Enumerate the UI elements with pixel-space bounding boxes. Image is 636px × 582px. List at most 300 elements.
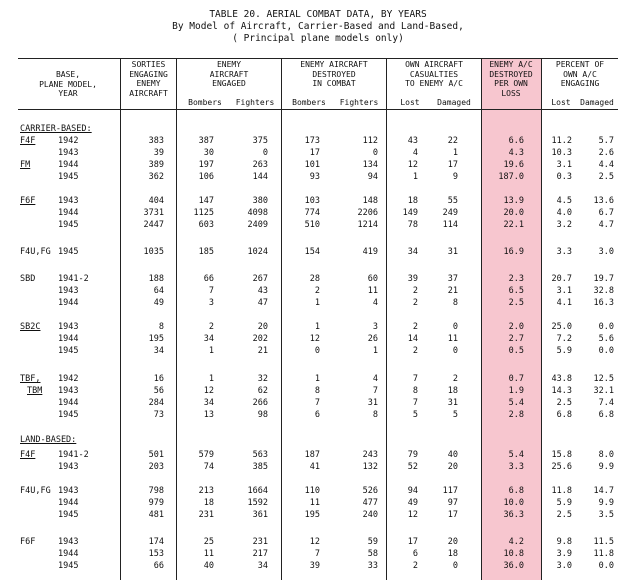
section-label-land: LAND-BASED: <box>20 435 77 445</box>
model-label: F4F <box>20 450 36 460</box>
cell-own-lost: 39 <box>407 274 418 284</box>
cell-ratio: 4.3 <box>508 148 524 158</box>
cell-engaged-fighters: 4098 <box>247 208 268 218</box>
cell-own-lost: 34 <box>407 247 418 257</box>
cell-destroyed-bombers: 1 <box>314 374 320 384</box>
cell-percent-damaged: 2.5 <box>598 172 614 182</box>
cell-engaged-bombers: 74 <box>203 462 214 472</box>
column-divider <box>281 58 282 580</box>
cell-ratio: 2.8 <box>508 410 524 420</box>
cell-percent-lost: 10.3 <box>551 148 572 158</box>
header-enemy-engaged-bombers: Bombers <box>188 98 222 107</box>
cell-ratio: 6.6 <box>508 136 524 146</box>
cell-destroyed-fighters: 33 <box>367 561 378 571</box>
header-ratio: ENEMY A/C DESTROYED PER OWN LOSS <box>489 60 533 98</box>
cell-destroyed-fighters: 0 <box>372 148 378 158</box>
cell-percent-lost: 9.8 <box>556 537 572 547</box>
cell-engaged-fighters: 202 <box>252 334 268 344</box>
cell-engaged-fighters: 267 <box>252 274 268 284</box>
model-label: F4U,FG <box>20 247 51 257</box>
cell-sorties: 3731 <box>143 208 164 218</box>
cell-percent-lost: 14.3 <box>551 386 572 396</box>
cell-year: 1943 <box>58 486 79 496</box>
cell-engaged-bombers: 25 <box>203 537 214 547</box>
cell-own-damaged: 18 <box>447 549 458 559</box>
cell-percent-lost: 15.8 <box>551 450 572 460</box>
cell-own-damaged: 11 <box>447 334 458 344</box>
cell-sorties: 979 <box>148 498 164 508</box>
cell-own-lost: 7 <box>412 374 418 384</box>
cell-percent-lost: 3.3 <box>556 247 572 257</box>
cell-engaged-bombers: 1125 <box>193 208 214 218</box>
cell-year: 1941-2 <box>58 274 89 284</box>
cell-own-damaged: 9 <box>452 172 458 182</box>
cell-percent-damaged: 5.6 <box>598 334 614 344</box>
cell-percent-damaged: 0.0 <box>598 346 614 356</box>
cell-percent-lost: 7.2 <box>556 334 572 344</box>
cell-ratio: 16.9 <box>503 247 524 257</box>
cell-destroyed-fighters: 134 <box>362 160 378 170</box>
cell-own-damaged: 17 <box>447 160 458 170</box>
cell-percent-damaged: 32.8 <box>593 286 614 296</box>
cell-own-lost: 12 <box>407 160 418 170</box>
header-enemy-destroyed-fighters: Fighters <box>339 98 379 107</box>
cell-own-lost: 2 <box>412 322 418 332</box>
cell-own-damaged: 40 <box>447 450 458 460</box>
model-label: F6F <box>20 537 36 547</box>
cell-sorties: 153 <box>148 549 164 559</box>
cell-ratio: 19.6 <box>503 160 524 170</box>
cell-engaged-fighters: 47 <box>257 298 268 308</box>
cell-own-damaged: 22 <box>447 136 458 146</box>
cell-engaged-bombers: 3 <box>208 298 214 308</box>
cell-percent-damaged: 13.6 <box>593 196 614 206</box>
cell-destroyed-bombers: 1 <box>314 322 320 332</box>
cell-engaged-bombers: 106 <box>198 172 214 182</box>
table-subtitle: By Model of Aircraft, Carrier-Based and Land-Based, <box>172 21 464 32</box>
cell-ratio: 0.5 <box>508 346 524 356</box>
cell-destroyed-bombers: 6 <box>314 410 320 420</box>
cell-own-lost: 12 <box>407 510 418 520</box>
header-own-damaged: Damaged <box>437 98 471 107</box>
cell-engaged-fighters: 217 <box>252 549 268 559</box>
cell-year: 1943 <box>58 462 79 472</box>
cell-percent-lost: 2.5 <box>556 398 572 408</box>
cell-engaged-fighters: 0 <box>262 148 268 158</box>
cell-own-damaged: 0 <box>452 561 458 571</box>
cell-percent-damaged: 3.0 <box>598 247 614 257</box>
cell-own-lost: 1 <box>412 172 418 182</box>
cell-sorties: 66 <box>153 561 164 571</box>
header-bottom-rule <box>18 109 618 110</box>
cell-own-lost: 2 <box>412 346 418 356</box>
cell-own-lost: 149 <box>402 208 418 218</box>
cell-ratio: 6.5 <box>508 286 524 296</box>
cell-sorties: 383 <box>148 136 164 146</box>
cell-engaged-bombers: 387 <box>198 136 214 146</box>
cell-sorties: 73 <box>153 410 164 420</box>
cell-destroyed-fighters: 3 <box>372 322 378 332</box>
header-base: BASE, PLANE MODEL, YEAR <box>39 70 97 98</box>
cell-percent-lost: 25.6 <box>551 462 572 472</box>
header-own-casualties: OWN AIRCRAFT CASUALTIES TO ENEMY A/C <box>405 60 463 88</box>
cell-ratio: 187.0 <box>498 172 524 182</box>
cell-engaged-bombers: 13 <box>203 410 214 420</box>
cell-engaged-bombers: 231 <box>198 510 214 520</box>
cell-own-lost: 49 <box>407 498 418 508</box>
cell-percent-lost: 0.3 <box>556 172 572 182</box>
model-label: FM <box>20 160 31 170</box>
cell-ratio: 10.0 <box>503 498 524 508</box>
cell-destroyed-fighters: 419 <box>362 247 378 257</box>
cell-engaged-fighters: 32 <box>257 374 268 384</box>
column-divider <box>541 58 542 580</box>
cell-year: 1943 <box>58 286 79 296</box>
cell-percent-damaged: 14.7 <box>593 486 614 496</box>
cell-percent-lost: 4.0 <box>556 208 572 218</box>
cell-year: 1944 <box>58 160 79 170</box>
cell-destroyed-bombers: 173 <box>304 136 320 146</box>
cell-engaged-bombers: 30 <box>203 148 214 158</box>
cell-ratio: 2.5 <box>508 298 524 308</box>
cell-destroyed-fighters: 31 <box>367 398 378 408</box>
cell-destroyed-bombers: 8 <box>314 386 320 396</box>
cell-destroyed-fighters: 240 <box>362 510 378 520</box>
cell-engaged-bombers: 7 <box>208 286 214 296</box>
cell-own-damaged: 1 <box>452 148 458 158</box>
cell-sorties: 481 <box>148 510 164 520</box>
cell-year: 1944 <box>58 498 79 508</box>
cell-own-damaged: 114 <box>442 220 458 230</box>
cell-own-lost: 8 <box>412 386 418 396</box>
cell-own-lost: 18 <box>407 196 418 206</box>
cell-engaged-fighters: 1592 <box>247 498 268 508</box>
cell-sorties: 362 <box>148 172 164 182</box>
cell-destroyed-bombers: 0 <box>314 346 320 356</box>
cell-sorties: 64 <box>153 286 164 296</box>
cell-percent-damaged: 4.7 <box>598 220 614 230</box>
cell-engaged-fighters: 21 <box>257 346 268 356</box>
cell-destroyed-bombers: 101 <box>304 160 320 170</box>
cell-destroyed-fighters: 4 <box>372 374 378 384</box>
cell-own-damaged: 18 <box>447 386 458 396</box>
cell-engaged-bombers: 1 <box>208 346 214 356</box>
cell-destroyed-fighters: 243 <box>362 450 378 460</box>
cell-sorties: 56 <box>153 386 164 396</box>
model-label: SB2C <box>20 322 41 332</box>
header-percent: PERCENT OF OWN A/C ENGAGING <box>555 60 605 88</box>
cell-destroyed-bombers: 7 <box>314 398 320 408</box>
cell-destroyed-bombers: 11 <box>309 498 320 508</box>
model-label: F4U,FG <box>20 486 51 496</box>
cell-engaged-bombers: 34 <box>203 334 214 344</box>
cell-destroyed-bombers: 103 <box>304 196 320 206</box>
cell-own-damaged: 249 <box>442 208 458 218</box>
cell-ratio: 13.9 <box>503 196 524 206</box>
cell-year: 1942 <box>58 374 79 384</box>
cell-own-damaged: 21 <box>447 286 458 296</box>
cell-percent-lost: 3.9 <box>556 549 572 559</box>
cell-destroyed-fighters: 526 <box>362 486 378 496</box>
cell-destroyed-bombers: 187 <box>304 450 320 460</box>
cell-percent-damaged: 6.7 <box>598 208 614 218</box>
cell-year: 1944 <box>58 398 79 408</box>
cell-ratio: 6.8 <box>508 486 524 496</box>
cell-engaged-bombers: 11 <box>203 549 214 559</box>
cell-sorties: 34 <box>153 346 164 356</box>
cell-percent-damaged: 4.4 <box>598 160 614 170</box>
cell-year: 1945 <box>58 346 79 356</box>
cell-year: 1943 <box>58 322 79 332</box>
cell-year: 1941-2 <box>58 450 89 460</box>
cell-year: 1943 <box>58 196 79 206</box>
cell-engaged-fighters: 385 <box>252 462 268 472</box>
cell-own-damaged: 17 <box>447 510 458 520</box>
cell-engaged-bombers: 12 <box>203 386 214 396</box>
cell-own-lost: 2 <box>412 561 418 571</box>
header-percent-damaged: Damaged <box>580 98 614 107</box>
cell-destroyed-bombers: 12 <box>309 537 320 547</box>
cell-destroyed-bombers: 195 <box>304 510 320 520</box>
cell-engaged-fighters: 1024 <box>247 247 268 257</box>
cell-destroyed-fighters: 1 <box>372 346 378 356</box>
header-own-lost: Lost <box>400 98 420 107</box>
cell-year: 1943 <box>58 537 79 547</box>
cell-destroyed-bombers: 93 <box>309 172 320 182</box>
cell-own-lost: 6 <box>412 549 418 559</box>
cell-engaged-bombers: 579 <box>198 450 214 460</box>
cell-percent-lost: 6.8 <box>556 410 572 420</box>
cell-destroyed-bombers: 1 <box>314 298 320 308</box>
cell-sorties: 8 <box>158 322 164 332</box>
cell-percent-damaged: 8.0 <box>598 450 614 460</box>
cell-sorties: 2447 <box>143 220 164 230</box>
cell-ratio: 10.8 <box>503 549 524 559</box>
cell-destroyed-fighters: 1214 <box>357 220 378 230</box>
header-sorties: SORTIES ENGAGING ENEMY AIRCRAFT <box>129 60 168 98</box>
cell-destroyed-fighters: 148 <box>362 196 378 206</box>
column-divider <box>120 58 121 580</box>
cell-engaged-bombers: 185 <box>198 247 214 257</box>
cell-destroyed-bombers: 774 <box>304 208 320 218</box>
cell-destroyed-fighters: 4 <box>372 298 378 308</box>
cell-sorties: 195 <box>148 334 164 344</box>
cell-engaged-bombers: 603 <box>198 220 214 230</box>
cell-own-lost: 52 <box>407 462 418 472</box>
cell-ratio: 4.2 <box>508 537 524 547</box>
cell-engaged-bombers: 213 <box>198 486 214 496</box>
cell-destroyed-bombers: 41 <box>309 462 320 472</box>
cell-engaged-fighters: 20 <box>257 322 268 332</box>
cell-year: 1944 <box>58 208 79 218</box>
model-label: TBF, <box>20 374 41 384</box>
cell-engaged-bombers: 34 <box>203 398 214 408</box>
cell-percent-lost: 3.0 <box>556 561 572 571</box>
cell-engaged-fighters: 98 <box>257 410 268 420</box>
cell-percent-lost: 3.2 <box>556 220 572 230</box>
cell-year: 1945 <box>58 220 79 230</box>
cell-percent-lost: 3.1 <box>556 286 572 296</box>
cell-destroyed-bombers: 2 <box>314 286 320 296</box>
cell-percent-lost: 11.2 <box>551 136 572 146</box>
cell-own-damaged: 31 <box>447 247 458 257</box>
cell-own-lost: 43 <box>407 136 418 146</box>
cell-destroyed-bombers: 7 <box>314 549 320 559</box>
cell-percent-lost: 5.9 <box>556 498 572 508</box>
cell-engaged-fighters: 1664 <box>247 486 268 496</box>
cell-engaged-fighters: 2409 <box>247 220 268 230</box>
cell-ratio: 20.0 <box>503 208 524 218</box>
cell-percent-damaged: 11.8 <box>593 549 614 559</box>
cell-destroyed-fighters: 8 <box>372 410 378 420</box>
cell-own-lost: 94 <box>407 486 418 496</box>
cell-year: 1945 <box>58 510 79 520</box>
column-divider <box>176 58 177 580</box>
cell-own-damaged: 37 <box>447 274 458 284</box>
section-label-carrier: CARRIER-BASED: <box>20 124 92 134</box>
cell-own-damaged: 97 <box>447 498 458 508</box>
cell-ratio: 22.1 <box>503 220 524 230</box>
cell-destroyed-bombers: 110 <box>304 486 320 496</box>
column-divider <box>481 58 482 580</box>
cell-engaged-fighters: 144 <box>252 172 268 182</box>
cell-own-damaged: 31 <box>447 398 458 408</box>
cell-sorties: 39 <box>153 148 164 158</box>
cell-engaged-bombers: 40 <box>203 561 214 571</box>
column-divider <box>386 58 387 580</box>
table-title: TABLE 20. AERIAL COMBAT DATA, BY YEARS <box>209 9 427 20</box>
cell-engaged-fighters: 375 <box>252 136 268 146</box>
cell-engaged-fighters: 380 <box>252 196 268 206</box>
cell-percent-damaged: 16.3 <box>593 298 614 308</box>
cell-percent-damaged: 7.4 <box>598 398 614 408</box>
cell-percent-damaged: 6.8 <box>598 410 614 420</box>
header-enemy-engaged: ENEMY AIRCRAFT ENGAGED <box>209 60 249 88</box>
cell-ratio: 0.7 <box>508 374 524 384</box>
cell-own-damaged: 0 <box>452 322 458 332</box>
cell-own-lost: 78 <box>407 220 418 230</box>
cell-ratio: 1.9 <box>508 386 524 396</box>
cell-engaged-bombers: 1 <box>208 374 214 384</box>
cell-ratio: 5.4 <box>508 450 524 460</box>
cell-destroyed-bombers: 12 <box>309 334 320 344</box>
cell-destroyed-fighters: 132 <box>362 462 378 472</box>
cell-engaged-fighters: 263 <box>252 160 268 170</box>
cell-percent-damaged: 2.6 <box>598 148 614 158</box>
cell-percent-damaged: 12.5 <box>593 374 614 384</box>
cell-own-damaged: 20 <box>447 462 458 472</box>
cell-engaged-bombers: 18 <box>203 498 214 508</box>
cell-ratio: 3.3 <box>508 462 524 472</box>
cell-own-damaged: 2 <box>452 374 458 384</box>
cell-sorties: 188 <box>148 274 164 284</box>
header-enemy-engaged-fighters: Fighters <box>235 98 275 107</box>
cell-year: 1944 <box>58 334 79 344</box>
cell-engaged-fighters: 266 <box>252 398 268 408</box>
cell-own-damaged: 8 <box>452 298 458 308</box>
cell-ratio: 2.3 <box>508 274 524 284</box>
header-top-rule <box>18 58 618 59</box>
header-enemy-destroyed-bombers: Bombers <box>292 98 326 107</box>
cell-engaged-fighters: 43 <box>257 286 268 296</box>
cell-engaged-fighters: 563 <box>252 450 268 460</box>
cell-sorties: 49 <box>153 298 164 308</box>
cell-own-damaged: 20 <box>447 537 458 547</box>
cell-engaged-bombers: 66 <box>203 274 214 284</box>
cell-own-lost: 79 <box>407 450 418 460</box>
cell-ratio: 36.0 <box>503 561 524 571</box>
cell-destroyed-fighters: 94 <box>367 172 378 182</box>
cell-sorties: 284 <box>148 398 164 408</box>
model-label: F4F <box>20 136 36 146</box>
cell-year: 1944 <box>58 549 79 559</box>
cell-percent-lost: 20.7 <box>551 274 572 284</box>
cell-percent-lost: 4.1 <box>556 298 572 308</box>
cell-year: 1943 <box>58 386 79 396</box>
cell-own-damaged: 55 <box>447 196 458 206</box>
cell-percent-damaged: 32.1 <box>593 386 614 396</box>
cell-destroyed-fighters: 58 <box>367 549 378 559</box>
cell-percent-damaged: 9.9 <box>598 498 614 508</box>
cell-percent-lost: 43.8 <box>551 374 572 384</box>
cell-percent-lost: 5.9 <box>556 346 572 356</box>
cell-year: 1945 <box>58 247 79 257</box>
cell-destroyed-bombers: 39 <box>309 561 320 571</box>
cell-percent-damaged: 9.9 <box>598 462 614 472</box>
cell-percent-lost: 2.5 <box>556 510 572 520</box>
cell-percent-lost: 4.5 <box>556 196 572 206</box>
cell-percent-damaged: 3.5 <box>598 510 614 520</box>
model-label: F6F <box>20 196 36 206</box>
cell-own-lost: 4 <box>412 148 418 158</box>
cell-own-damaged: 5 <box>452 410 458 420</box>
cell-sorties: 798 <box>148 486 164 496</box>
cell-engaged-fighters: 231 <box>252 537 268 547</box>
cell-own-damaged: 0 <box>452 346 458 356</box>
cell-year: 1944 <box>58 298 79 308</box>
cell-own-lost: 17 <box>407 537 418 547</box>
cell-own-lost: 5 <box>412 410 418 420</box>
cell-destroyed-fighters: 60 <box>367 274 378 284</box>
cell-sorties: 501 <box>148 450 164 460</box>
cell-destroyed-fighters: 59 <box>367 537 378 547</box>
cell-own-lost: 2 <box>412 286 418 296</box>
cell-own-lost: 14 <box>407 334 418 344</box>
cell-own-lost: 7 <box>412 398 418 408</box>
cell-percent-damaged: 0.0 <box>598 322 614 332</box>
cell-percent-lost: 11.8 <box>551 486 572 496</box>
cell-percent-damaged: 19.7 <box>593 274 614 284</box>
cell-destroyed-fighters: 112 <box>362 136 378 146</box>
cell-percent-lost: 25.0 <box>551 322 572 332</box>
cell-engaged-fighters: 62 <box>257 386 268 396</box>
cell-destroyed-bombers: 154 <box>304 247 320 257</box>
cell-own-lost: 2 <box>412 298 418 308</box>
cell-percent-damaged: 11.5 <box>593 537 614 547</box>
cell-year: 1945 <box>58 172 79 182</box>
cell-year: 1945 <box>58 561 79 571</box>
cell-engaged-fighters: 34 <box>257 561 268 571</box>
cell-sorties: 16 <box>153 374 164 384</box>
cell-ratio: 36.3 <box>503 510 524 520</box>
cell-sorties: 404 <box>148 196 164 206</box>
table-subtitle-note: ( Principal plane models only) <box>232 33 404 44</box>
model-label: TBM <box>27 386 43 396</box>
cell-destroyed-bombers: 28 <box>309 274 320 284</box>
cell-percent-damaged: 0.0 <box>598 561 614 571</box>
cell-destroyed-bombers: 17 <box>309 148 320 158</box>
header-enemy-destroyed: ENEMY AIRCRAFT DESTROYED IN COMBAT <box>300 60 368 88</box>
